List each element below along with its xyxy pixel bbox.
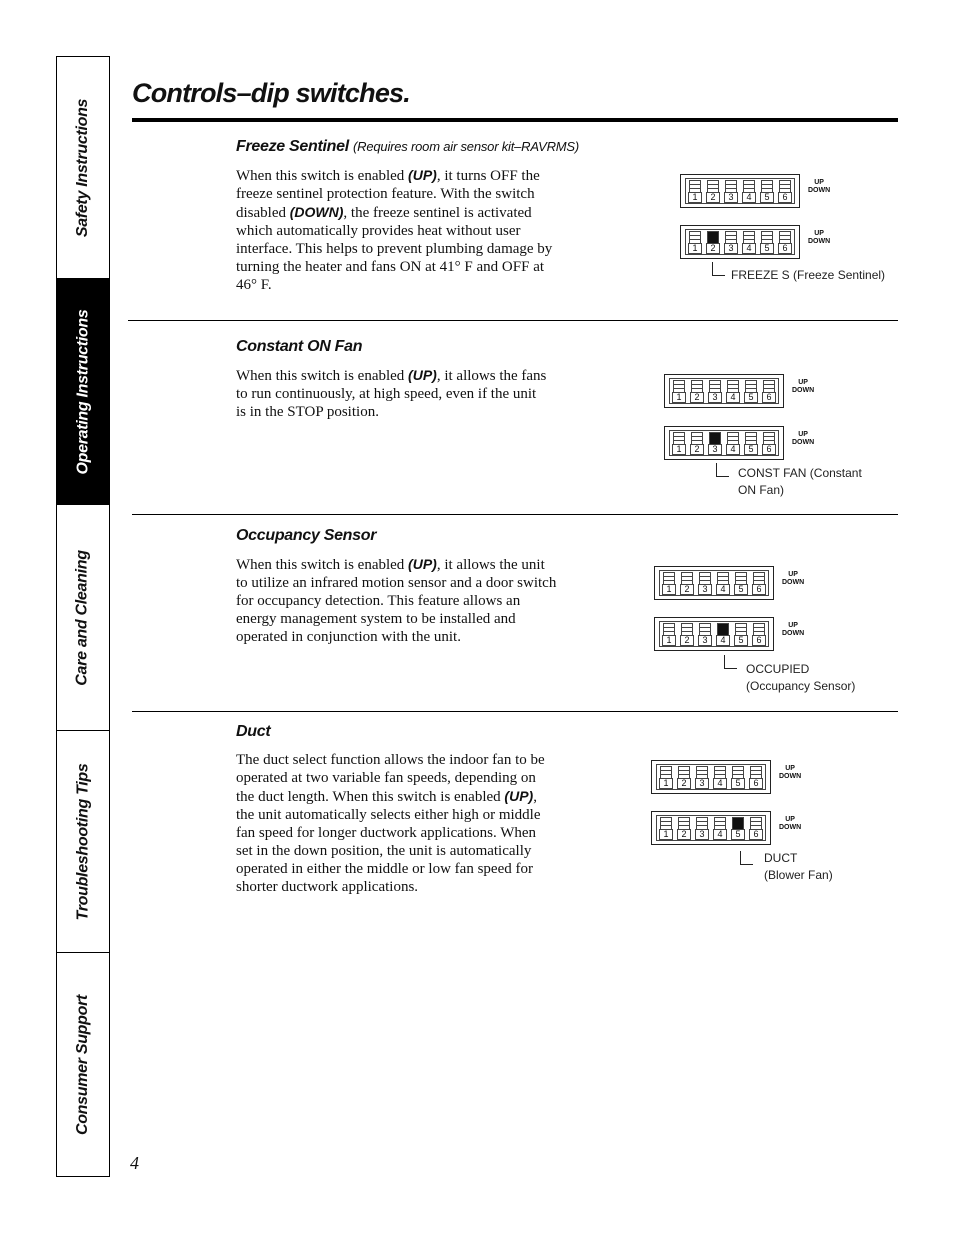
text-run: , it allows the fans to run continuously, at high speed, even if the unit is in the STOP position.: [236, 368, 547, 420]
dip-switch-number: 4: [713, 778, 727, 789]
dip-switch-number: 6: [752, 584, 766, 595]
dip-switch-toggle: [708, 431, 722, 455]
duct-text: [236, 751, 552, 896]
text-run: The duct select function allows the indoor fan to be operated at two variable fan speeds, depending on the duct length. When this switch is enabled: [236, 752, 545, 805]
up-down-legend: [792, 431, 814, 447]
dip-switch-toggle: [744, 431, 758, 455]
tab-troubleshooting-tips[interactable]: [57, 731, 109, 953]
dip-switch-enabled: [664, 426, 784, 460]
dip-switch-toggle: [680, 571, 694, 595]
dip-switch-number: 1: [659, 829, 673, 840]
dip-switch-number: 4: [713, 829, 727, 840]
up-label: UP: [785, 816, 795, 823]
up-down-legend: [782, 622, 804, 638]
dip-switch-toggle: [726, 379, 740, 403]
dip-switch-enabled: [654, 617, 774, 651]
down-label: DOWN: [808, 187, 831, 194]
up-label: UP: [785, 765, 795, 772]
dip-switch-number: 2: [677, 829, 691, 840]
callout-line-1: OCCUPIED: [746, 662, 810, 676]
dip-switch-toggle: [752, 622, 766, 646]
down-label: DOWN: [779, 824, 802, 831]
dip-switch-number: 4: [716, 635, 730, 646]
tab-label: Operating Instructions: [74, 309, 92, 474]
dip-switch-number: 5: [760, 192, 774, 203]
dip-switch-number: 4: [742, 243, 756, 254]
dip-switch-number: 1: [659, 778, 673, 789]
up-down-legend: [779, 816, 801, 832]
up-label: UP: [788, 622, 798, 629]
dip-switch-number: 6: [752, 635, 766, 646]
down-label: DOWN: [782, 630, 805, 637]
callout-line: [724, 655, 737, 669]
dip-switch-bank: [659, 621, 769, 647]
dip-switch-number: 2: [690, 444, 704, 455]
dip-switch-number: 5: [734, 635, 748, 646]
dip-switch-number: 6: [778, 243, 792, 254]
dip-switch-toggle: [659, 816, 673, 840]
dip-switch-toggle: [726, 431, 740, 455]
dip-switch-number: 4: [716, 584, 730, 595]
dip-switch-default: [664, 374, 784, 408]
freeze-sentinel-text: [236, 166, 558, 294]
text-run: , the freeze sentinel is activated which automatically provides heat without user interface. This helps to prevent plumbing damage by turning the heater and fans ON at 41° F and OFF at 46° F.: [236, 205, 553, 293]
dip-switch-number: 1: [672, 444, 686, 455]
dip-switch-toggle: [706, 179, 720, 203]
callout-line-2: (Blower Fan): [764, 868, 833, 882]
text-run: , it allows the unit to utilize an infrared motion sensor and a door switch for occupancy detection. This feature allows an energy management system to be installed and operated in conjunction with the unit.: [236, 557, 557, 645]
dip-switch-number: 6: [762, 444, 776, 455]
up-down-legend: [792, 379, 814, 395]
dip-switch-toggle: [688, 179, 702, 203]
down-label: DOWN: [782, 579, 805, 586]
dip-switch-toggle: [677, 765, 691, 789]
dip-switch-default: [651, 760, 771, 794]
dip-switch-toggle: [734, 622, 748, 646]
dip-switch-toggle: [706, 230, 720, 254]
dip-switch-toggle: [760, 179, 774, 203]
occupancy-sensor-text: [236, 555, 560, 646]
dip-switch-toggle: [760, 230, 774, 254]
dip-switch-toggle: [672, 431, 686, 455]
dip-switch-bank: [685, 229, 795, 255]
dip-switch-toggle: [778, 179, 792, 203]
dip-switch-toggle: [708, 379, 722, 403]
side-tab-strip: [56, 56, 110, 1177]
dip-switch-toggle: [744, 379, 758, 403]
section-divider: [132, 514, 898, 515]
dip-switch-toggle: [662, 622, 676, 646]
up-down-legend: [808, 179, 830, 195]
dip-switch-number: 3: [695, 829, 709, 840]
text-run: When this switch is enabled: [236, 557, 409, 573]
dip-switch-toggle: [688, 230, 702, 254]
dip-switch-toggle: [742, 179, 756, 203]
up-label: UP: [814, 179, 824, 186]
dip-switch-number: 5: [744, 392, 758, 403]
dip-switch-toggle: [716, 571, 730, 595]
constant-on-fan-text: [236, 366, 548, 421]
duct-heading: Duct: [236, 723, 271, 740]
dip-switch-toggle: [724, 230, 738, 254]
heading-note: (Requires room air sensor kit–RAVRMS): [353, 139, 579, 154]
dip-switch-number: 4: [726, 392, 740, 403]
dip-switch-number: 3: [695, 778, 709, 789]
dip-switch-number: 3: [698, 584, 712, 595]
text-run: , the unit automatically selects either high or middle fan speed for longer ductwork applications. When set in the down position, the unit is automatically operated in either the middle or low fan speed for shorter ductwork applications.: [236, 789, 541, 895]
tab-consumer-support[interactable]: [57, 953, 109, 1176]
constant-on-fan-heading: Constant ON Fan: [236, 338, 363, 355]
text-run: When this switch is enabled: [236, 168, 409, 184]
dip-switch-toggle: [778, 230, 792, 254]
dip-switch-number: 1: [672, 392, 686, 403]
text-run: When this switch is enabled: [236, 368, 409, 384]
down-label: DOWN: [792, 387, 815, 394]
dip-switch-number: 6: [749, 778, 763, 789]
up-down-legend: [782, 571, 804, 587]
dip-switch-toggle: [742, 230, 756, 254]
dip-switch-toggle: [672, 379, 686, 403]
callout-line: [716, 463, 729, 477]
dip-switch-toggle: [731, 765, 745, 789]
dip-switch-toggle: [698, 571, 712, 595]
dip-switch-enabled: [680, 225, 800, 259]
dip-switch-number: 2: [706, 192, 720, 203]
down-label: DOWN: [808, 238, 831, 245]
section-divider: [132, 711, 898, 712]
dip-switch-bank: [659, 570, 769, 596]
dip-switch-toggle: [713, 816, 727, 840]
callout-line: [740, 851, 753, 865]
dip-switch-toggle: [734, 571, 748, 595]
keyword-up: (UP): [408, 367, 437, 383]
page-title: Controls–dip switches.: [132, 78, 410, 108]
dip-switch-bank: [669, 378, 779, 404]
dip-switch-toggle: [724, 179, 738, 203]
down-label: DOWN: [792, 439, 815, 446]
occupancy-sensor-callout: [746, 661, 855, 695]
tab-label: Care and Cleaning: [74, 549, 92, 686]
dip-switch-number: 1: [662, 635, 676, 646]
dip-switch-toggle: [659, 765, 673, 789]
dip-switch-bank: [656, 815, 766, 841]
dip-switch-number: 4: [742, 192, 756, 203]
dip-switch-toggle: [677, 816, 691, 840]
heading-text: Freeze Sentinel: [236, 138, 349, 155]
down-label: DOWN: [779, 773, 802, 780]
dip-switch-number: 2: [680, 635, 694, 646]
dip-switch-bank: [685, 178, 795, 204]
dip-switch-number: 5: [731, 829, 745, 840]
tab-label: Safety Instructions: [74, 98, 91, 237]
dip-switch-number: 5: [744, 444, 758, 455]
dip-switch-number: 1: [688, 192, 702, 203]
duct-callout: [764, 850, 833, 884]
dip-switch-toggle: [662, 571, 676, 595]
keyword-up: (UP): [408, 556, 437, 572]
up-down-legend: [779, 765, 801, 781]
up-down-legend: [808, 230, 830, 246]
dip-switch-number: 3: [724, 243, 738, 254]
dip-switch-toggle: [749, 765, 763, 789]
freeze-sentinel-heading: [236, 138, 579, 156]
dip-switch-toggle: [690, 379, 704, 403]
keyword-up: (UP): [408, 167, 437, 183]
dip-switch-bank: [669, 430, 779, 456]
dip-switch-number: 6: [778, 192, 792, 203]
dip-switch-number: 6: [749, 829, 763, 840]
occupancy-sensor-heading: Occupancy Sensor: [236, 527, 377, 544]
dip-switch-number: 2: [680, 584, 694, 595]
dip-switch-toggle: [680, 622, 694, 646]
tab-operating-instructions[interactable]: [57, 279, 109, 505]
dip-switch-toggle: [713, 765, 727, 789]
dip-switch-number: 6: [762, 392, 776, 403]
title-rule: [132, 118, 898, 122]
dip-switch-number: 2: [677, 778, 691, 789]
dip-switch-toggle: [749, 816, 763, 840]
dip-switch-number: 4: [726, 444, 740, 455]
dip-switch-number: 2: [706, 243, 720, 254]
callout-line-1: DUCT: [764, 851, 798, 865]
dip-switch-number: 1: [662, 584, 676, 595]
dip-switch-toggle: [716, 622, 730, 646]
dip-switch-number: 5: [760, 243, 774, 254]
constant-on-fan-callout: [738, 465, 862, 499]
callout-line: [712, 262, 725, 276]
dip-switch-toggle: [731, 816, 745, 840]
dip-switch-number: 1: [688, 243, 702, 254]
dip-switch-toggle: [762, 379, 776, 403]
dip-switch-toggle: [690, 431, 704, 455]
dip-switch-number: 3: [708, 392, 722, 403]
dip-switch-toggle: [762, 431, 776, 455]
up-label: UP: [798, 431, 808, 438]
page-number: 4: [130, 1153, 139, 1173]
dip-switch-enabled: [651, 811, 771, 845]
tab-label: Troubleshooting Tips: [74, 763, 91, 920]
dip-switch-number: 5: [731, 778, 745, 789]
dip-switch-default: [654, 566, 774, 600]
keyword-up: (UP): [504, 788, 534, 804]
dip-switch-number: 2: [690, 392, 704, 403]
section-divider: [128, 320, 898, 321]
dip-switch-number: 3: [698, 635, 712, 646]
up-label: UP: [788, 571, 798, 578]
callout-line-1: CONST FAN (Constant: [738, 466, 862, 480]
text-run: , it turns OFF the freeze sentinel protection feature. With the switch disabled: [236, 168, 540, 221]
callout-line-2: (Occupancy Sensor): [746, 679, 856, 693]
dip-switch-toggle: [698, 622, 712, 646]
tab-label: Consumer Support: [74, 994, 91, 1135]
dip-switch-number: 3: [724, 192, 738, 203]
up-label: UP: [798, 379, 808, 386]
tab-safety-instructions[interactable]: [57, 57, 109, 279]
dip-switch-number: 3: [708, 444, 722, 455]
dip-switch-number: 5: [734, 584, 748, 595]
dip-switch-toggle: [695, 816, 709, 840]
keyword-down: (DOWN): [289, 204, 344, 220]
tab-care-and-cleaning[interactable]: [57, 505, 109, 731]
freeze-sentinel-callout: FREEZE S (Freeze Sentinel): [731, 268, 886, 282]
dip-switch-bank: [656, 764, 766, 790]
up-label: UP: [814, 230, 824, 237]
callout-line-2: ON Fan): [738, 483, 785, 497]
dip-switch-default: [680, 174, 800, 208]
dip-switch-toggle: [752, 571, 766, 595]
dip-switch-toggle: [695, 765, 709, 789]
